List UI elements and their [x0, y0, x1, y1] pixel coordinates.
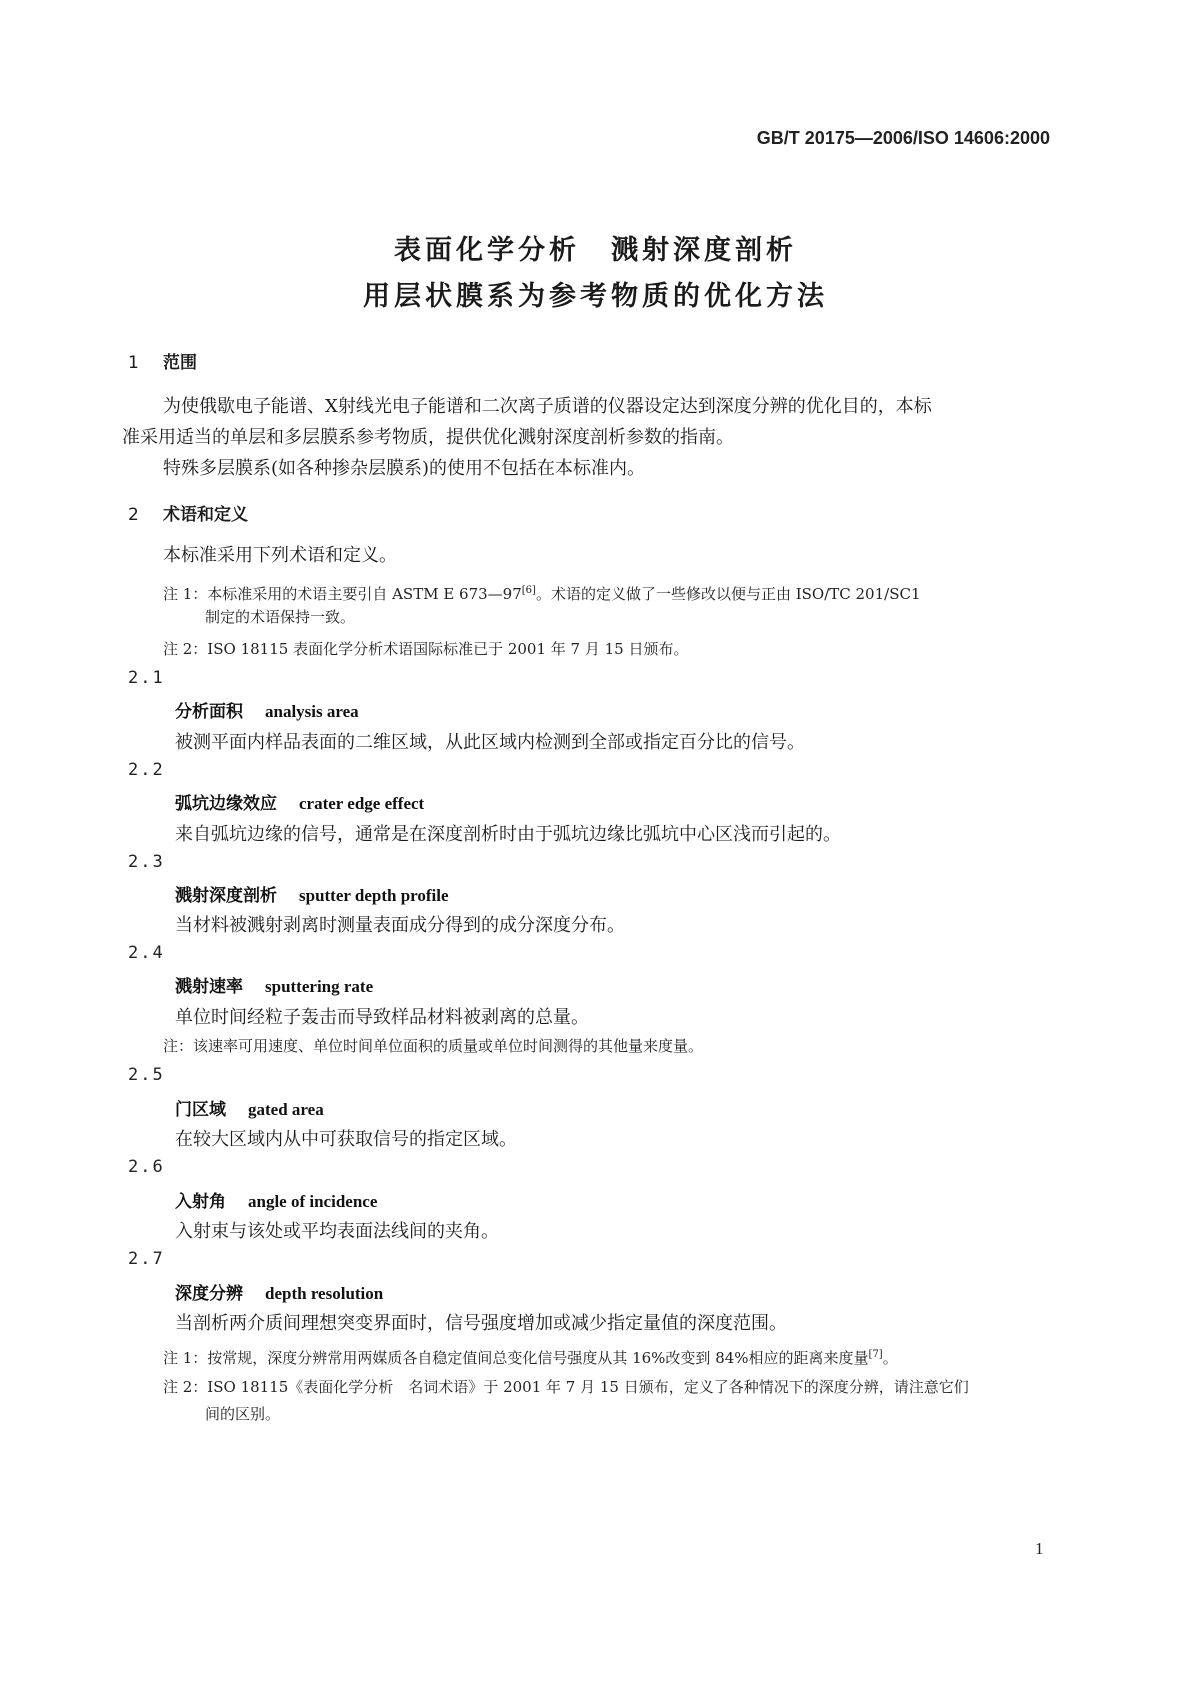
- term-en: sputtering rate: [265, 977, 374, 996]
- term-en: analysis area: [265, 702, 359, 721]
- term-en: gated area: [248, 1100, 324, 1119]
- term-en: crater edge effect: [299, 794, 425, 813]
- scope-para-2: 特殊多层膜系(如各种掺杂层膜系)的使用不包括在本标准内。: [163, 458, 646, 479]
- term-definition: 单位时间经粒子轰击而导致样品材料被剥离的总量。: [175, 1007, 589, 1028]
- clause-number: 2.7: [128, 1249, 165, 1269]
- clause-number: 2.4: [128, 943, 165, 963]
- section-number: 1: [128, 353, 139, 373]
- reference-marker: [7]: [868, 1349, 883, 1360]
- terms-intro: 本标准采用下列术语和定义。: [163, 545, 397, 566]
- term-heading: [175, 1279, 383, 1304]
- clause-number: 2.1: [128, 668, 165, 688]
- scope-para-1-line-1: 为使俄歇电子能谱、X射线光电子能谱和二次离子质谱的仪器设定达到深度分辨的优化目的，本标: [163, 396, 932, 417]
- term-note: 注：该速率可用速度、单位时间单位面积的质量或单位时间测得的其他量来度量。: [163, 1037, 704, 1055]
- clause-number: 2.3: [128, 852, 165, 872]
- note-text: 。: [882, 1349, 898, 1367]
- term-zh: 深度分辨: [175, 1284, 243, 1304]
- section-2-heading: [128, 500, 248, 525]
- term-heading: [175, 972, 373, 997]
- term-zh: 分析面积: [175, 702, 243, 722]
- term-heading: [175, 697, 359, 722]
- term-definition: 来自弧坑边缘的信号，通常是在深度剖析时由于弧坑边缘比弧坑中心区浅而引起的。: [175, 824, 841, 845]
- term-heading: [175, 1187, 377, 1212]
- clause-number: 2.2: [128, 760, 165, 780]
- clause-number: 2.5: [128, 1065, 165, 1085]
- term-note-2-line-1: 注 2：ISO 18115《表面化学分析 名词术语》于 2001 年 7 月 15 日颁布，定义了各种情况下的深度分辨，请注意它们: [163, 1378, 969, 1396]
- term-definition: 当剖析两介质间理想突变界面时，信号强度增加或减少指定量值的深度范围。: [175, 1313, 787, 1334]
- term-definition: 当材料被溅射剥离时测量表面成分得到的成分深度分布。: [175, 915, 625, 936]
- term-heading: [175, 789, 424, 814]
- term-zh: 溅射深度剖析: [175, 886, 277, 906]
- term-zh: 门区域: [175, 1100, 226, 1120]
- standard-id: GB/T 20175—2006/ISO 14606:2000: [756, 128, 1050, 148]
- term-zh: 入射角: [175, 1192, 226, 1212]
- term-en: depth resolution: [265, 1284, 384, 1303]
- clause-number: 2.6: [128, 1157, 165, 1177]
- page-number: 1: [1035, 1539, 1044, 1558]
- title-line-1: 表面化学分析 溅射深度剖析: [394, 235, 797, 266]
- term-heading: [175, 1095, 324, 1120]
- section-title: 范围: [163, 353, 197, 373]
- note-text: 注 1：本标准采用的术语主要引自 ASTM E 673—97: [163, 585, 522, 603]
- section-number: 2: [128, 505, 139, 525]
- terms-note-2: 注 2：ISO 18115 表面化学分析术语国际标准已于 2001 年 7 月 15 日颁布。: [163, 640, 689, 658]
- terms-note-1-line-2: 制定的术语保持一致。: [205, 608, 356, 626]
- reference-marker: [6]: [521, 585, 536, 596]
- term-definition: 被测平面内样品表面的二维区域，从此区域内检测到全部或指定百分比的信号。: [175, 732, 805, 753]
- term-zh: 溅射速率: [175, 977, 243, 997]
- term-note-2-line-2: 间的区别。: [205, 1405, 281, 1423]
- note-text: 注 1：按常规，深度分辨常用两媒质各自稳定值间总变化信号强度从其 16%改变到 84%相应的距离来度量: [163, 1349, 869, 1367]
- term-heading: [175, 881, 449, 906]
- term-definition: 在较大区域内从中可获取信号的指定区域。: [175, 1129, 517, 1150]
- note-text: 。术语的定义做了一些修改以便与正由 ISO/TC 201/SC1: [535, 585, 921, 603]
- title-line-2: 用层状膜系为参考物质的优化方法: [363, 281, 828, 312]
- scope-para-1-line-2: 准采用适当的单层和多层膜系参考物质，提供优化溅射深度剖析参数的指南。: [122, 427, 734, 448]
- term-note-1: [163, 1341, 898, 1372]
- term-definition: 入射束与该处或平均表面法线间的夹角。: [175, 1221, 499, 1242]
- term-en: angle of incidence: [248, 1192, 378, 1211]
- term-en: sputter depth profile: [299, 886, 449, 905]
- term-zh: 弧坑边缘效应: [175, 794, 277, 814]
- section-title: 术语和定义: [163, 505, 248, 525]
- section-1-heading: [128, 348, 197, 373]
